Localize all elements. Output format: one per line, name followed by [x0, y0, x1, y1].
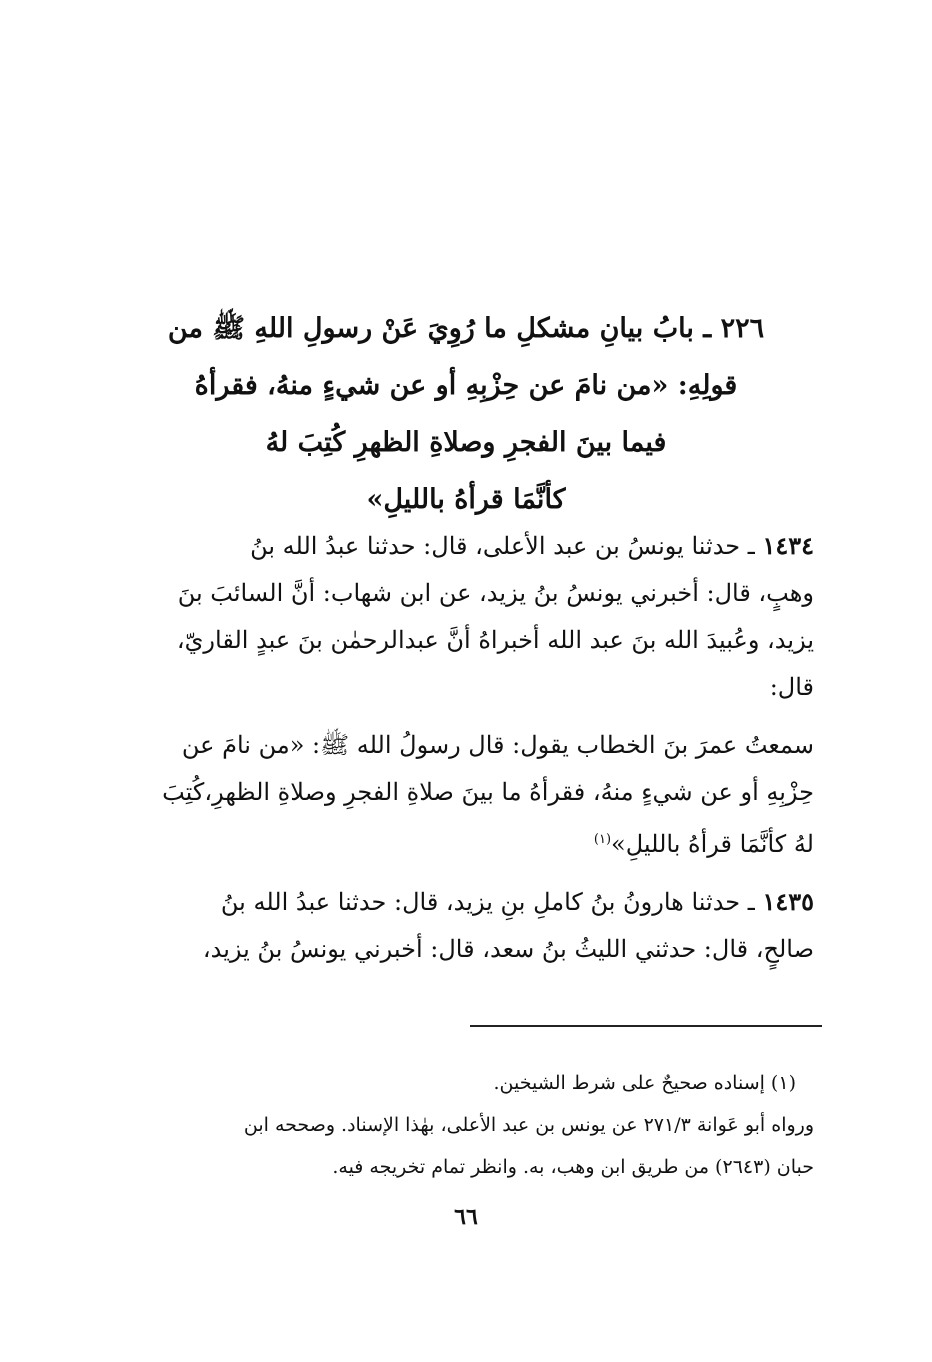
hadith-number: ١٤٣٤ [762, 531, 814, 560]
footnote-divider [470, 1025, 822, 1027]
hadith-1434-quote [118, 722, 814, 868]
hadith-1434 [118, 522, 814, 711]
hadith-line [118, 522, 814, 570]
chapter-heading-line: فيما بينَ الفجرِ وصلاةِ الظهرِ كُتِبَ لهُ [265, 427, 667, 458]
footnote-line: حبان (٢٦٤٣) من طريق ابن وهب، به. وانظر تمام تخريجه فيه. [332, 1156, 814, 1178]
hadith-line: صالحٍ، قال: حدثني الليثُ بنُ سعد، قال: أخبرني يونسُ بنُ يزيد، [202, 935, 814, 963]
hadith-line: يزيد، وعُبيدَ الله بنَ عبد الله أخبراهُ أنَّ عبدالرحمٰن بنَ عبدٍ القاريّ، [176, 626, 814, 654]
footnote-reference[interactable]: (١) [593, 832, 612, 847]
chapter-heading [150, 300, 782, 528]
footnote-1: (١) إسناده صحيحٌ على شرط الشيخين. [493, 1072, 796, 1094]
hadith-line: حِزْبِهِ أو عن شيءٍ منهُ، فقرأهُ ما بينَ صلاةِ الفجرِ وصلاةِ الظهرِ،كُتِبَ [162, 778, 814, 806]
hadith-line [118, 816, 814, 868]
footnote-line: ورواه أبو عَوانة ٢٧١/٣ عن يونس بن عبد الأعلى، بهٰذا الإسناد. وصححه ابن [243, 1114, 814, 1136]
hadith-text: ـ حدثنا هارونُ بنُ كاملِ بنِ يزيد، قال: حدثنا عبدُ الله بنُ [220, 888, 755, 916]
hadith-text: لهُ كأنَّمَا قرأهُ بالليلِ» [611, 830, 814, 858]
hadith-line: قال: [769, 673, 814, 701]
hadith-number: ١٤٣٥ [762, 887, 814, 916]
page-number: ٦٦ [454, 1204, 478, 1230]
chapter-heading-line: قولِهِ: «من نامَ عن حِزْبِهِ أو عن شيءٍ منهُ، فقرأهُ [194, 370, 738, 401]
hadith-line [118, 878, 814, 926]
hadith-line: سمعتُ عمرَ بنَ الخطاب يقول: قال رسولُ الله ﷺ: «من نامَ عن [181, 731, 814, 759]
footnotes [118, 1062, 814, 1188]
hadith-1435 [118, 878, 814, 973]
hadith-line: وهبٍ، قال: أخبرني يونسُ بنُ يزيد، عن ابن شهاب: أنَّ السائبَ بنَ [177, 579, 814, 607]
chapter-heading-line: ٢٢٦ ـ بابُ بيانِ مشكلِ ما رُوِيَ عَنْ رسولِ اللهِ ﷺ من [167, 313, 765, 344]
hadith-text: ـ حدثنا يونسُ بن عبد الأعلى، قال: حدثنا عبدُ الله بنُ [250, 532, 755, 560]
chapter-heading-line: كأنَّمَا قرأهُ بالليلِ» [366, 484, 566, 515]
